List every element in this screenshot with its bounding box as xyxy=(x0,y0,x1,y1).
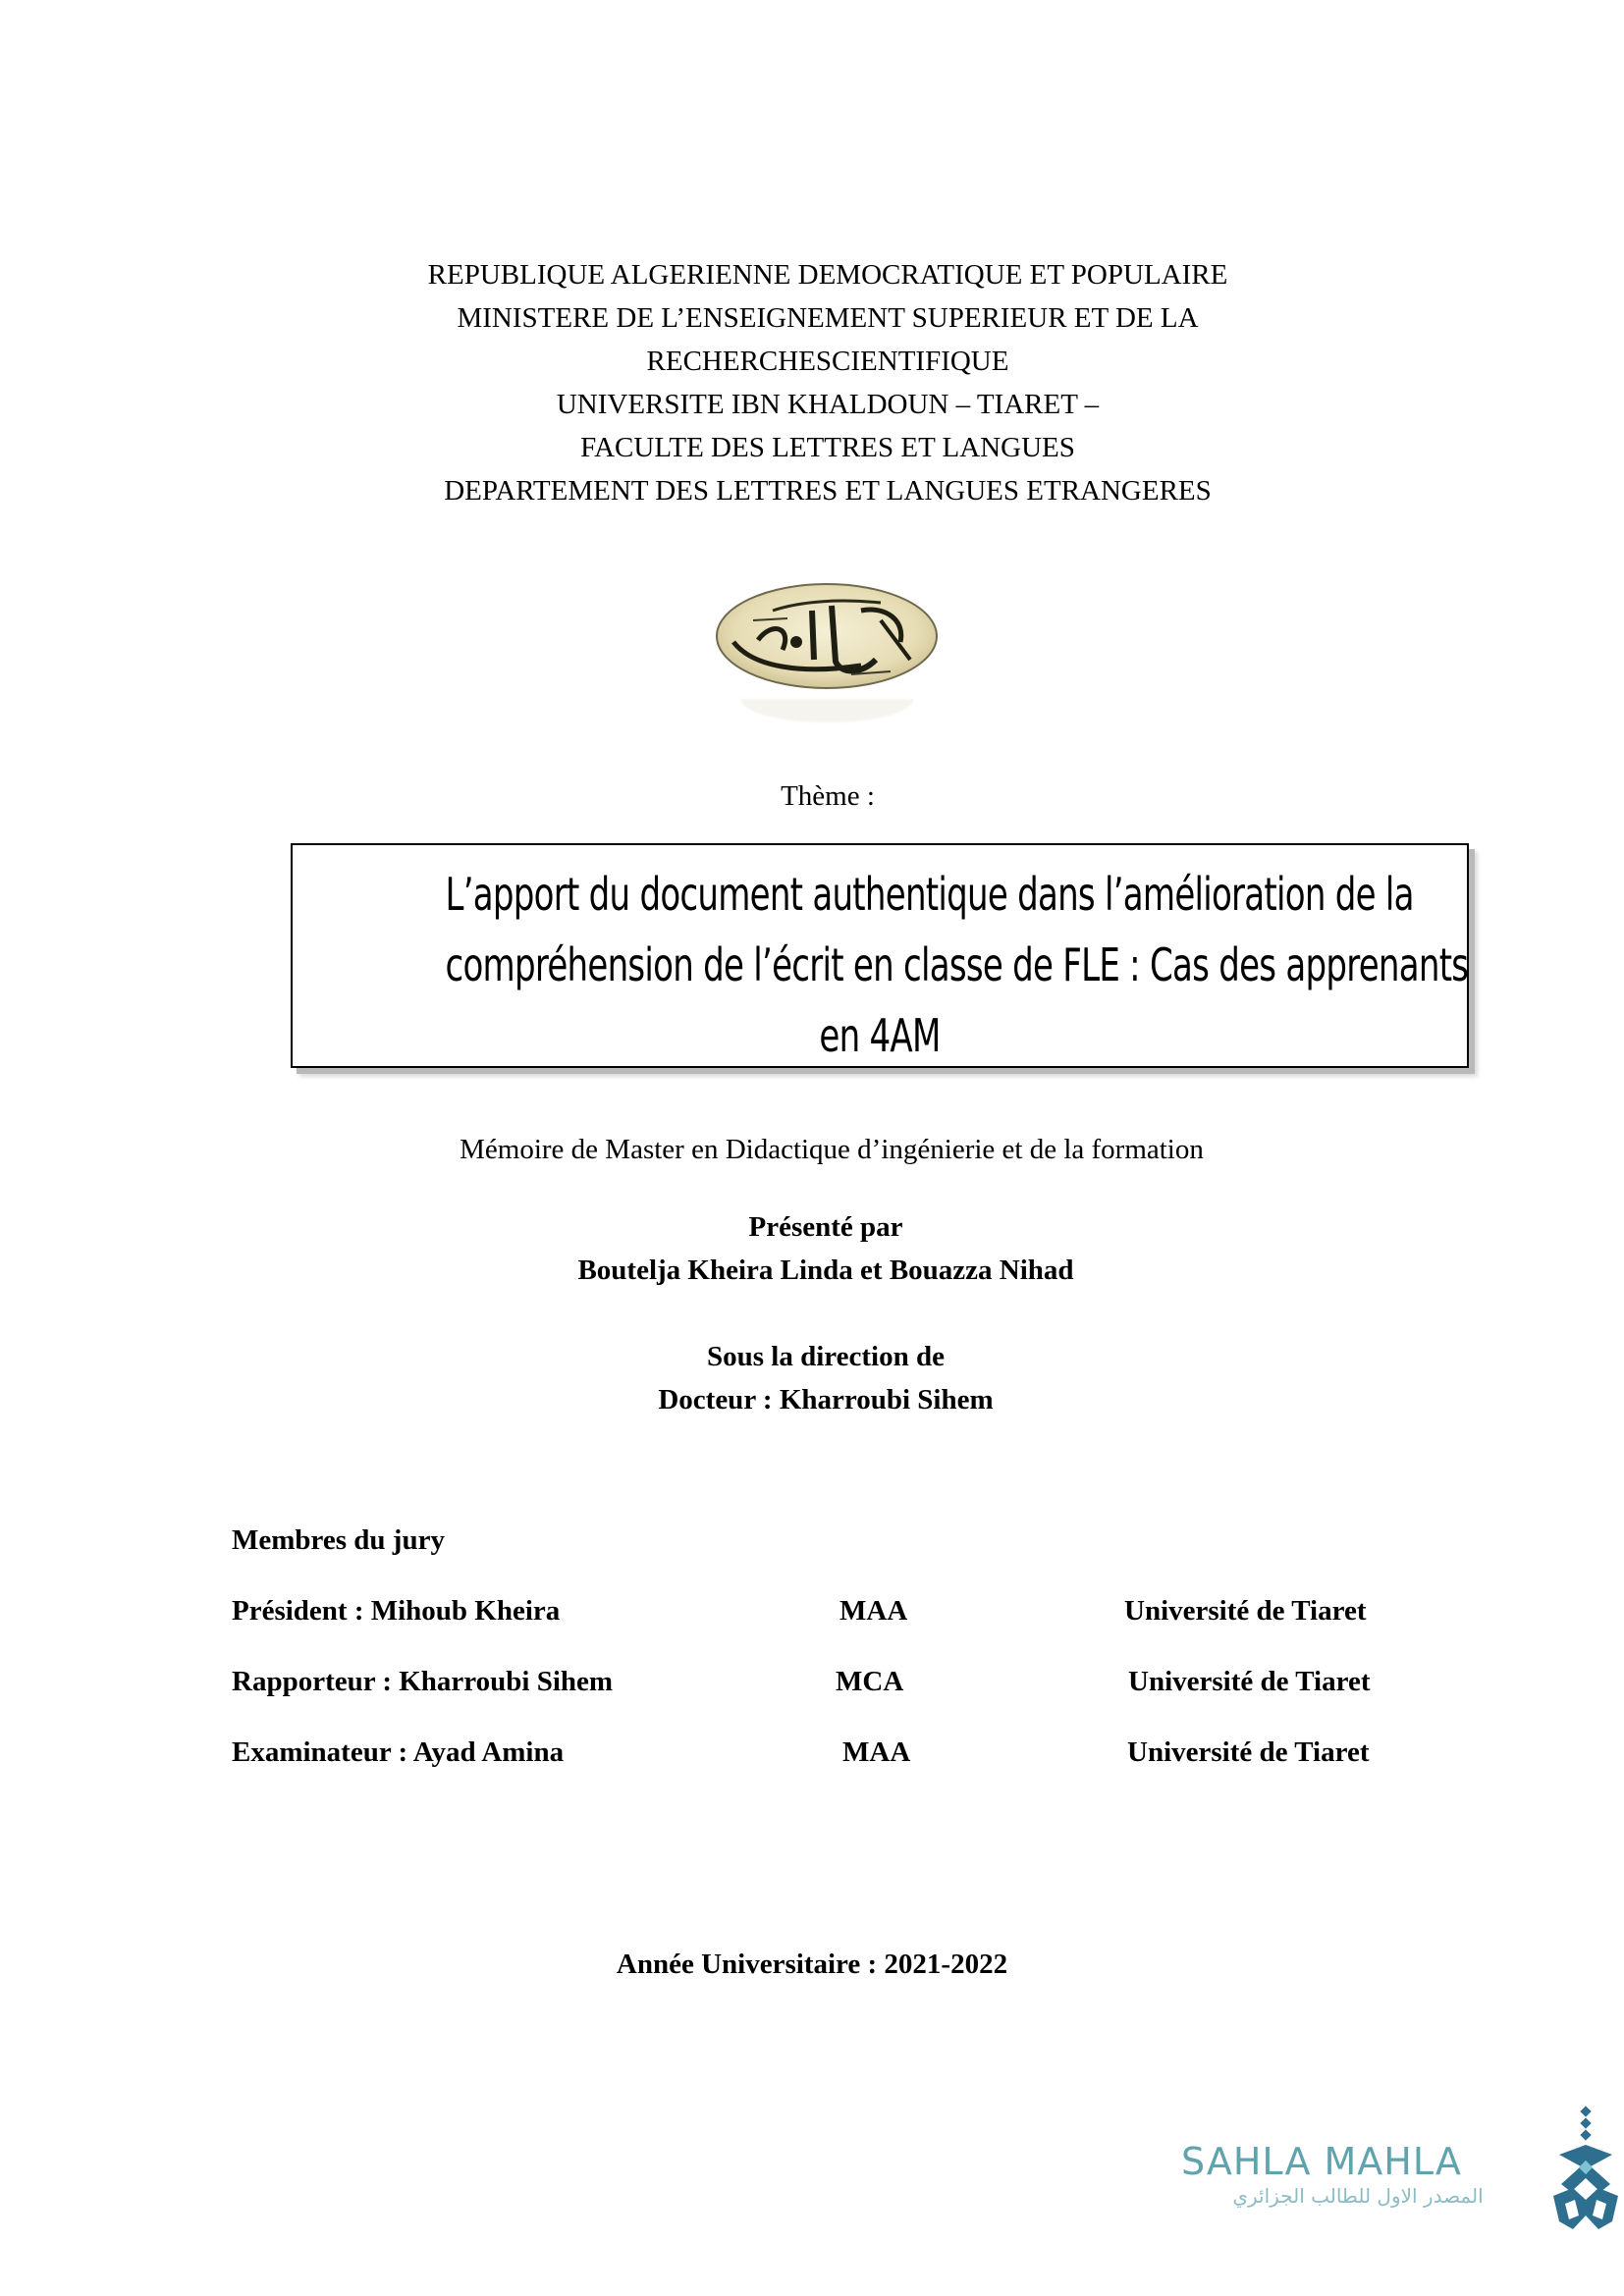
thesis-title-line-3: en 4AM xyxy=(819,1009,941,1062)
presented-by-block xyxy=(14,1205,1624,1292)
jury-member-institution: Université de Tiaret xyxy=(1127,1736,1370,1768)
academic-year: Année Universitaire : 2021-2022 xyxy=(616,1949,1008,1980)
seal-reflection xyxy=(722,699,933,730)
header-line-department: DEPARTEMENT DES LETTRES ET LANGUES ETRANGERES xyxy=(444,475,1212,507)
jury-member-institution: Université de Tiaret xyxy=(1128,1666,1371,1697)
jury-row xyxy=(0,1595,1624,1634)
header-line-ministry-cont: RECHERCHESCIENTIFIQUE xyxy=(646,346,1009,377)
jury-heading: Membres du jury xyxy=(232,1524,445,1556)
sahla-mahla-logo-icon xyxy=(1551,2106,1620,2233)
header-line-faculty: FACULTE DES LETTRES ET LANGUES xyxy=(580,432,1075,463)
jury-member-grade: MAA xyxy=(839,1595,908,1627)
jury-row xyxy=(0,1666,1624,1705)
header-line-republic: REPUBLIQUE ALGERIENNE DEMOCRATIQUE ET POPULAIRE xyxy=(427,259,1228,291)
jury-member-institution: Université de Tiaret xyxy=(1124,1595,1367,1627)
supervision-block xyxy=(14,1335,1624,1421)
jury-row xyxy=(0,1736,1624,1776)
header-line-ministry: MINISTERE DE L’ENSEIGNEMENT SUPERIEUR ET DE LA xyxy=(457,302,1199,334)
thesis-title-box xyxy=(291,843,1469,1068)
authors: Boutelja Kheira Linda et Bouazza Nihad xyxy=(577,1255,1074,1286)
watermark-tagline: المصدر الاول للطالب الجزائري xyxy=(1232,2184,1484,2208)
thesis-title xyxy=(445,859,1469,1071)
supervision-label: Sous la direction de xyxy=(707,1341,945,1372)
university-seal-icon xyxy=(714,581,940,691)
thesis-title-line-1: L’apport du document authentique dans l’amélioration de la xyxy=(445,868,1414,921)
presented-by-label: Présenté par xyxy=(748,1211,903,1243)
theme-label: Thème : xyxy=(781,780,875,812)
memoire-description: Mémoire de Master en Didactique d’ingénierie et de la formation xyxy=(460,1134,1204,1165)
jury-member-role: Examinateur : Ayad Amina xyxy=(232,1736,565,1768)
jury-member-role: Rapporteur : Kharroubi Sihem xyxy=(232,1666,614,1697)
header-line-university: UNIVERSITE IBN KHALDOUN – TIARET – xyxy=(556,389,1100,420)
thesis-title-line-2: compréhension de l’écrit en classe de FLE : Cas des apprenants xyxy=(445,938,1469,991)
supervisor: Docteur : Kharroubi Sihem xyxy=(658,1384,994,1415)
sahla-mahla-watermark xyxy=(1173,2106,1624,2233)
jury-member-role: Président : Mihoub Kheira xyxy=(232,1595,561,1627)
jury-member-grade: MAA xyxy=(842,1736,911,1768)
jury-member-grade: MCA xyxy=(836,1666,904,1697)
watermark-brand: SAHLA MAHLA xyxy=(1181,2140,1462,2183)
institution-header xyxy=(16,253,1624,512)
